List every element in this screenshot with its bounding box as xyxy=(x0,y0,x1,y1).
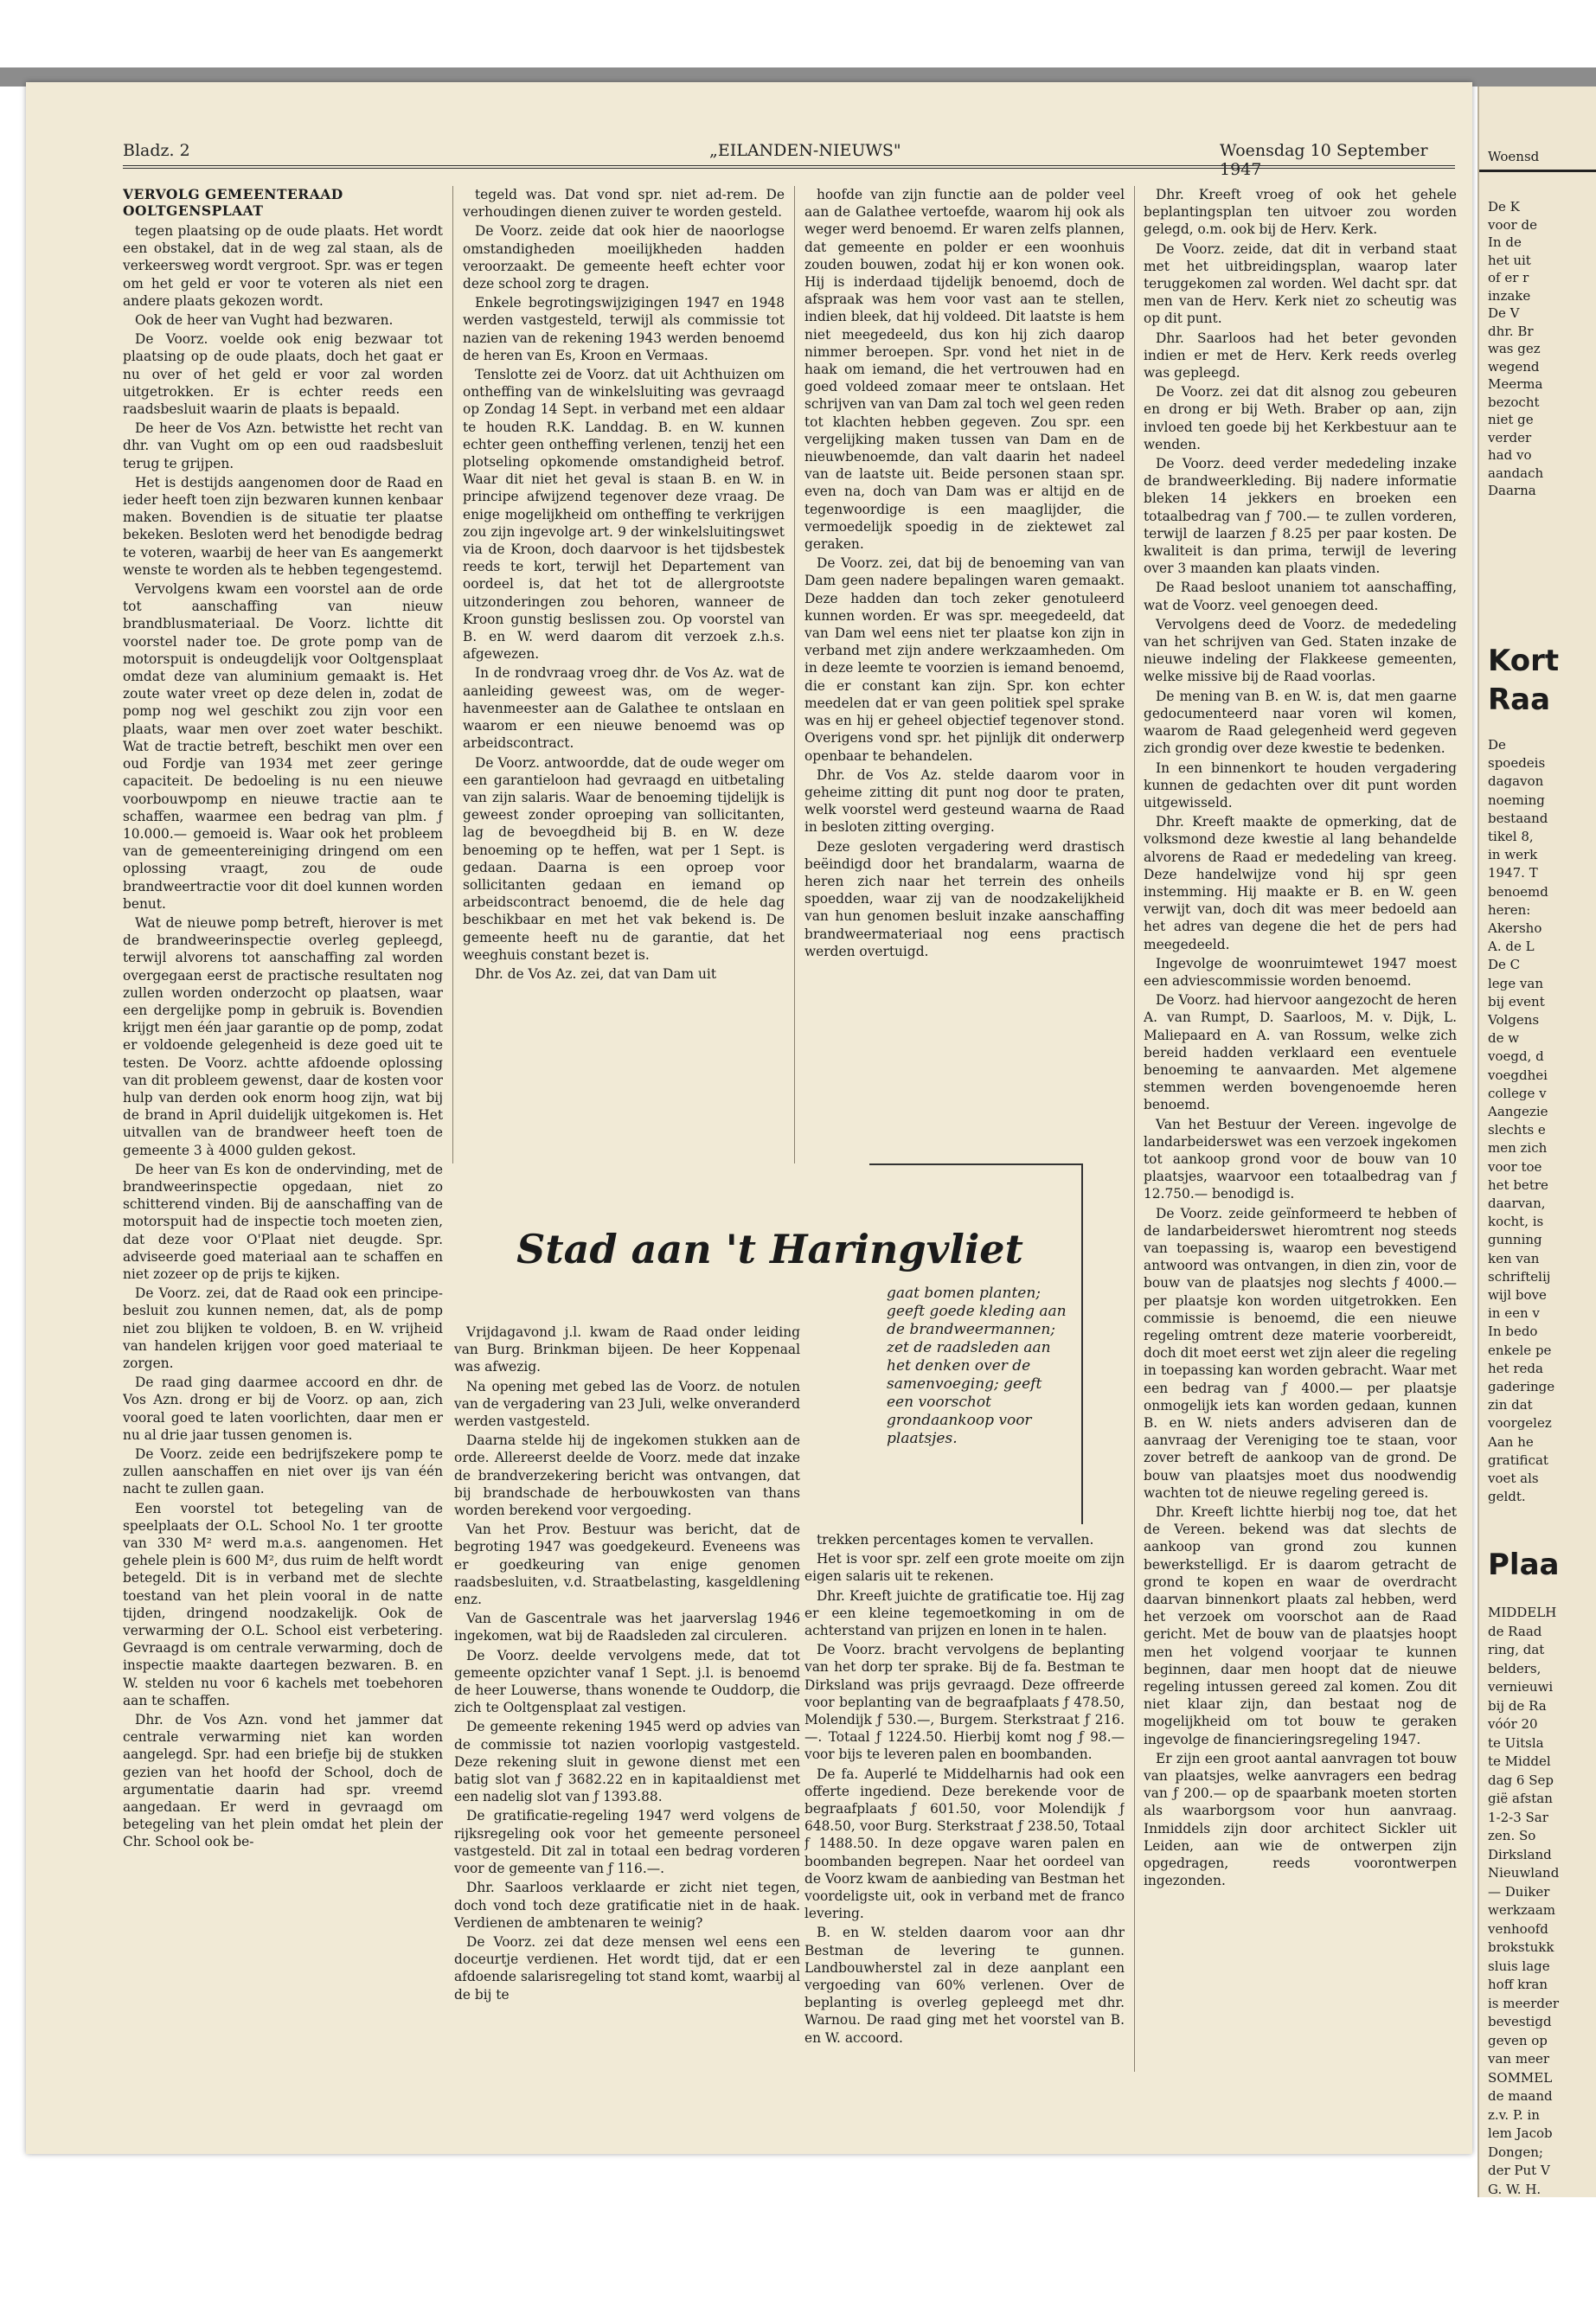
adjacent-line: De V xyxy=(1488,305,1520,321)
paragraph: Ook de heer van Vught had bezwaren. xyxy=(135,312,394,329)
paragraph: De gratificatie-regeling 1947 werd volgens de rijksregeling ook voor het gemeente personeel vastgesteld. Dit zal in totaal een bedrag vorderen voor de gemeente van ƒ 116.—. xyxy=(454,1808,800,1877)
paragraph: De Voorz. voelde ook enig bezwaar tot plaatsing op de oude plaats, doch het gaat er nu over of het geld er voor zal worden uitgetrokken. Er is echter reeds een raadsbesluit waarin de plaats is bepaald. xyxy=(123,331,443,418)
adjacent-line: In bedo xyxy=(1488,1324,1538,1340)
adjacent-line: verder xyxy=(1488,429,1532,445)
adjacent-line: voor de xyxy=(1488,216,1537,233)
adjacent-line: heren: xyxy=(1488,901,1531,918)
paragraph: De gemeente rekening 1945 werd op advies van de commissie tot nazien voorlopig vastgesteld. Deze rekening sluit in gewone dienst met een batig slot van ƒ 3682.22 en in kapitaaldienst met een nadelig slot van ƒ 1393.88. xyxy=(454,1719,800,1805)
column-3-continued-body xyxy=(804,1531,1125,2047)
paragraph: Van het Prov. Bestuur was bericht, dat de begroting 1947 was goedgekeurd. Eveneens was er goedkeuring van enige genomen raadsbesluiten, v.d. Straatbelasting, kasgeldlening enz. xyxy=(454,1522,800,1608)
paragraph: De fa. Auperlé te Middelharnis had ook een offerte ingediend. Deze berekende voor de begraafplaats ƒ 601.50, voor Molendijk ƒ 648.50, voor Burg. Sterkstraat ƒ 238.50, Totaal ƒ 1488.50. In deze opgave waren palen en boombanden begrepen. Naar het oordeel van de Voorz kwam de aanbieding van Bestman het voordeligste uit, ook in verband met de franco levering. xyxy=(804,1766,1125,1922)
adjacent-line: benoemd xyxy=(1488,883,1548,900)
adjacent-line: het uit xyxy=(1488,252,1531,268)
adjacent-line: gië afstan xyxy=(1488,1791,1553,1806)
paragraph: Van de Gascentrale was het jaarverslag 1946 ingekomen, wat bij de Raadsleden zal circuleren. xyxy=(454,1611,800,1644)
adjacent-line: had vo xyxy=(1488,447,1532,463)
article-title: Stad aan 't Haringvliet xyxy=(516,1226,1023,1272)
adjacent-line: z.v. P. in xyxy=(1488,2106,1540,2123)
adjacent-line: Meerma xyxy=(1488,376,1543,392)
paragraph: Vervolgens deed de Voorz. de mededeling van het schrijven van Ged. Staten inzake de nieuwe indeling der Flakkeese gemeenten, welke missive bij de Raad voorlas. xyxy=(1144,616,1457,685)
adjacent-line: aandach xyxy=(1488,465,1544,481)
paragraph: trekken percentages komen te vervallen. xyxy=(817,1532,1094,1548)
adjacent-header-rule xyxy=(1479,170,1596,172)
adjacent-line: dag 6 Sep xyxy=(1488,1772,1554,1788)
paragraph: De Voorz. zeide dat ook hier de naoorlogse omstandigheden moeilijkheden hadden veroorzaakt. De gemeente heeft echter voor deze school zorg te dragen. xyxy=(463,223,785,292)
adjacent-line: Aangezie xyxy=(1488,1104,1548,1119)
adjacent-line: kocht, is xyxy=(1488,1214,1544,1230)
paragraph: De heer de Vos Azn. betwistte het recht van dhr. van Vught om op een oud raadsbesluit terug te grijpen. xyxy=(123,420,443,471)
adjacent-line: bevestigd xyxy=(1488,2014,1552,2029)
paragraph: Enkele begrotingswijzigingen 1947 en 1948 werden vastgesteld, terwijl als commissie tot nazien van de rekening 1943 werden benoemd de heren van Es, Kroon en Vermaas. xyxy=(463,295,785,363)
paragraph: De Voorz. zeide een bedrijfszekere pomp te zullen aanschaffen en niet over ijs van één nacht te zullen gaan. xyxy=(123,1446,443,1497)
paragraph: B. en W. stelden daarom voor aan dhr Bestman de levering te gunnen. Landbouwherstel zal in deze aanplant een vergoeding van 60% verlenen. Over de beplanting is overleg gepleegd met dhr. Warnou. De raad ging met het voorstel van B. en W. accoord. xyxy=(804,1925,1125,2046)
adjacent-line: voor toe xyxy=(1488,1158,1542,1175)
adjacent-header: Woensd xyxy=(1488,149,1540,164)
column-1-body xyxy=(123,222,443,1851)
adjacent-line: geven op xyxy=(1488,2032,1548,2048)
paragraph: De Voorz. zei, dat de Raad ook een principe-besluit zou kunnen nemen, dat, als de pomp niet zou blijken te voldoen, B. en W. vrijheid van handelen krijgen voor goed materiaal te zorgen. xyxy=(123,1285,443,1371)
paragraph: tegen plaatsing op de oude plaats. Het wordt een obstakel, dat in de weg zal staan, als de verkeersweg wordt vergroot. Spr. was er tegen om het geld er voor te voteren als niet een andere plaats gekozen wordt. xyxy=(123,223,443,309)
paragraph: Dhr. de Vos Az. stelde daarom voor in geheime zitting dit punt nog door te praten, welk voorstel werd gesteund waarna de Raad in besloten zitting overging. xyxy=(804,766,1125,836)
adjacent-heading-kort: Kort xyxy=(1488,644,1560,678)
adjacent-line: ken van xyxy=(1488,1250,1540,1266)
adjacent-line: lege van xyxy=(1488,975,1543,991)
adjacent-line: wegend xyxy=(1488,358,1540,375)
column-4-body xyxy=(1144,186,1457,1890)
paragraph: De Voorz. antwoordde, dat de oude weger om een garantieloon had gevraagd en uitbetaling van zijn salaris. Waar de benoeming tijdelijk is geweest zonder oproeping van sollicitanten, lag de bevoegdheid bij B. en W. deze benoeming op te heffen, wat per 1 Sept. is gedaan. Daarna is een oproep voor sollicitanten gedaan en iemand op arbeidscontract benoemd, die de hele dag beschikbaar en met het vak bekend is. De gemeente heeft nu de garantie, dat het weeghuis constant bezet is. xyxy=(463,754,785,963)
adjacent-line: Aan he xyxy=(1488,1433,1534,1450)
adjacent-line: slechts e xyxy=(1488,1122,1546,1138)
adjacent-line: Volgens xyxy=(1488,1012,1540,1028)
adjacent-line: van meer xyxy=(1488,2051,1549,2067)
adjacent-line: geldt. xyxy=(1488,1489,1526,1505)
column-divider xyxy=(794,186,795,1163)
adjacent-line: lem Jacob xyxy=(1488,2125,1553,2141)
adjacent-line: 1-2-3 Sar xyxy=(1488,1809,1548,1825)
adjacent-line: sluis lage xyxy=(1488,1958,1550,1974)
column-3-continued xyxy=(804,1531,1125,2072)
paragraph: Deze gesloten vergadering werd drastisch beëindigd door het brandalarm, waarna de heren zich naar het terrein des onheils spoedden, waar zij van de noodzakelijkheid van hun genomen besluit inzake aanschaffing brandweermateriaal nog eens practisch werden overtuigd. xyxy=(804,838,1125,959)
adjacent-line: In de xyxy=(1488,234,1522,250)
adjacent-line: De C xyxy=(1488,957,1521,973)
adjacent-line: gaderinge xyxy=(1488,1379,1555,1394)
adjacent-line: spoedeis xyxy=(1488,755,1546,772)
adjacent-line: dagavon xyxy=(1488,773,1544,790)
adjacent-line: men zich xyxy=(1488,1140,1548,1157)
adjacent-line: voegdhei xyxy=(1488,1067,1548,1083)
paragraph: De Voorz. zei, dat bij de benoeming van van Dam geen nadere bepalingen waren gemaakt. Deze hadden dan toch zeker genotuleerd kunnen worden. Er was spr. meegedeeld, dat van Dam wel eens niet ter plaatse kon zijn in verband met zijn andere werkzaamheden. Om in deze leemte te voorzien is iemand benoemd, die er constant kan zijn. Spr. kon echter meedelen dat er van geen politiek spel sprake was en hij er geheel objectief tegenover stond. Overigens vond spr. het pijnlijk dit onderwerp openbaar te behandelen. xyxy=(804,555,1125,764)
header-rule xyxy=(123,165,1455,169)
adjacent-line: — Duiker xyxy=(1488,1883,1550,1900)
adjacent-line: der Put V xyxy=(1488,2163,1550,2178)
paragraph: Dhr. Kreeft lichtte hierbij nog toe, dat het de Vereen. bekend was dat slechts de aankoop van grond zou kunnen bewerkstelligd. Er is daarom getracht de grond te kopen en waar de overdracht daarvan binnenkort plaats zal hebben, werd het verzoek om voorschot aan de Raad gericht. Met de bouw van de plaatsjes hoopt men het volgend voorjaar te kunnen beginnen, daar men hoopt dat de nieuwe regeling intussen gereed zal komen. Zou dit niet klaar zijn, dan bestaat nog de mogelijkheid om tot bouw te geraken ingevolge de financieringsregeling 1947. xyxy=(1144,1504,1457,1747)
paragraph: Dhr. Kreeft maakte de opmerking, dat de volksmond deze kwestie al lang behandelde alvorens de Raad er mededeling van kreeg. Deze handelwijze vond hij spr geen instemming. Hij maakte er B. en W. geen verwijt van, doch dit was meer bedoeld aan het adres van degene die het de pers had meegedeeld. xyxy=(1144,814,1457,952)
paragraph: De mening van B. en W. is, dat men gaarne gedocumenteerd naar voren wil komen, waarom de Raad gelegenheid werd gegeven zich grondig over deze kwestie te bedenken. xyxy=(1144,688,1457,757)
paragraph: Vrijdagavond j.l. kwam de Raad onder leiding van Burg. Brinkman bijeen. De heer Koppenaal was afwezig. xyxy=(454,1324,800,1375)
adjacent-line: het reda xyxy=(1488,1360,1543,1376)
paragraph: Tenslotte zei de Voorz. dat uit Achthuizen om ontheffing van de winkelsluiting was gevraagd op Zondag 14 Sept. in verband met een aldaar te houden R.K. Landdag. B. en W. kunnen echter geen ontheffing verlenen, tenzij het een plotseling opkomende omstandigheid betrof. Waar dit niet het geval is staan B. en W. in principe afwijzend tegenover deze vraag. De enige mogelijkheid om ontheffing te verkrijgen zou zijn ingevolge art. 9 der winkelsluitingswet via de Kroon, doch daarvoor is het tijdsbestek reeds te kort, terwijl het Departement van oordeel is, dat het tot de allergrootste uitzonderingen zou behoren, wanneer de Kroon gunstig beslissen zou. Op voorstel van B. en W. werd daarom dit verzoek z.h.s. afgewezen. xyxy=(463,367,785,663)
adjacent-line: vernieuwi xyxy=(1488,1679,1554,1695)
adjacent-line: tikel 8, xyxy=(1488,829,1534,844)
newspaper-title: „EILANDEN-NIEUWS" xyxy=(709,141,901,160)
adjacent-line: te Middel xyxy=(1488,1753,1551,1769)
adjacent-line: inzake xyxy=(1488,287,1531,304)
article-heading: VERVOLG GEMEENTERAAD OOLTGENSPLAAT xyxy=(123,186,343,219)
adjacent-line: dhr. Br xyxy=(1488,323,1534,339)
newspaper-page xyxy=(26,82,1472,2154)
paragraph: Vervolgens kwam een voorstel aan de orde tot aanschaffing van nieuw brandblusmateriaal. De Voorz. lichtte dit voorstel nader toe. De grote pomp van de motorspuit is ondeugdelijk voor Ooltgensplaat omdat deze van aluminium gemaakt is. Het zoute water vreet op deze delen in, zodat de pomp nog wel geschikt zou zijn voor een plaats, waar men over zoet water beschikt. Wat de tractie betreft, beschikt men over een oud Fordje van 1934 met zeer geringe capaciteit. De bedoeling is nu een nieuwe voorbouwpomp en nieuwe tractie aan te schaffen, waarmee een bedrag van plm. ƒ 10.000.— gemoeid is. Waar ook het probleem van de gemeentereiniging dringend om een oplossing vraagt, zou de oude brandweertractie voor dit doel kunnen worden benut. xyxy=(123,581,443,912)
paragraph: Dhr. Kreeft vroeg of ook het gehele beplantingsplan ten uitvoer zou worden gelegd, o.m. ook bij de Herv. Kerk. xyxy=(1144,187,1457,238)
adjacent-line: gunning xyxy=(1488,1232,1542,1248)
adjacent-line: brokstukk xyxy=(1488,1939,1554,1955)
column-3 xyxy=(804,186,1125,1159)
adjacent-line: 1947. T xyxy=(1488,865,1538,881)
paragraph: De Voorz. bracht vervolgens de beplanting van het dorp ter sprake. Bij de fa. Bestman te Dirksland was prijs gevraagd. Deze offreerde voor beplanting van de begraafplaats ƒ 478.50, Molendijk ƒ 530.—, Burgem. Sterkstraat ƒ 216.—. Totaal ƒ 1224.50. Hierbij komt nog ƒ 98.— voor bijs te leveren palen en boombanden. xyxy=(804,1642,1125,1763)
adjacent-line: schriftelij xyxy=(1488,1268,1551,1285)
adjacent-line: voorgelez xyxy=(1488,1415,1552,1432)
paragraph: In de rondvraag vroeg dhr. de Vos Az. wat de aanleiding geweest was, om de weger-havenmeester aan de Galathee te ontslaan en waarom er een nieuwe benoemd was op arbeidscontract. xyxy=(463,665,785,752)
adjacent-line: de Raad xyxy=(1488,1623,1542,1639)
adjacent-line: is meerder xyxy=(1488,1995,1560,2011)
paragraph: Van het Bestuur der Vereen. ingevolge de landarbeiderswet was een verzoek ingekomen tot aankoop grond voor de bouw van 10 plaatsjes, waarvoor een totaalbedrag van ƒ 12.750.— benodigd is. xyxy=(1144,1116,1457,1202)
paragraph: De Voorz. zeide geïnformeerd te hebben of de landarbeiderswet hieromtrent nog steeds van toepassing is, waarop een bevestigend antwoord was ontvangen, in dien zin, voor de bouw van de plaatsjes nog slechts ƒ 4000.— per plaatsje kon worden uitgetrokken. Een commissie is benoemd, die een nieuwe regeling omtrent deze materie voorbereidt, doch dit moet eerst wet zijn aleer die regeling in toepassing kan worden gebracht. Waar met een bedrag van ƒ 4000.— per plaatsje onmogelijk iets kan worden gedaan, kunnen B. en W. niets anders adviseren dan de aanvraag der Vereniging toe te staan, voor zover betreft de aankoop van de grond. De bouw van plaatsjes moet dus noodwendig wachten tot de nieuwe regeling gereed is. xyxy=(1144,1205,1457,1501)
column-4 xyxy=(1144,186,1457,2072)
adjacent-line: Akersho xyxy=(1488,920,1542,936)
article-summary-poem: gaat bomen planten; geeft goede kleding aan de brandweermannen; zet de raadsleden aan het denken over de samenvoeging; geeft een voorschot grondaankoop voor plaatsjes. xyxy=(887,1285,1067,1447)
paragraph: In een binnenkort te houden vergadering kunnen de gedachten over dit punt worden uitgewisseld. xyxy=(1144,760,1457,811)
adjacent-line: ring, dat xyxy=(1488,1642,1545,1657)
column-2-continued xyxy=(463,1535,785,2072)
adjacent-line: bezocht xyxy=(1488,394,1540,410)
adjacent-line: venhoofd xyxy=(1488,1920,1548,1937)
adjacent-line: zen. So xyxy=(1488,1828,1536,1843)
column-2 xyxy=(463,186,785,1159)
paragraph: Daarna stelde hij de ingekomen stukken aan de orde. Allereerst deelde de Voorz. mede dat inzake de brandverzekering bericht was ontvangen, dat bij brandschade de herbouwkosten van thans worden berekend voor vergoeding. xyxy=(454,1433,800,1519)
paragraph: Dhr. de Vos Az. zei, dat van Dam uit xyxy=(475,965,717,982)
adjacent-line: De K xyxy=(1488,199,1520,215)
adjacent-line: Nieuwland xyxy=(1488,1865,1560,1881)
paragraph: Na opening met gebed las de Voorz. de notulen van de vergadering van 23 Juli, welke onveranderd werden vastgesteld. xyxy=(454,1378,800,1430)
paragraph: hoofde van zijn functie aan de polder veel aan de Galathee vertoefde, waarom hij ook als weger werd benoemd. Er waren zelfs plannen, dat gemeente en polder er een woonhuis zouden bouwen, zodat hij er kon wonen ook. Hij is inderdaad tijdelijk benoemd, doch de afspraak was hem voor vast aan te stellen, indien bleek, dat hij voldeed. Dit laatste is hem niet meegedeeld, dus kon hij zich daarop nimmer beroepen. Spr. vond het niet in de haak om iemand, die het vertrouwen had en goed voldeed zomaar meer te ontslaan. Het schrijven van van Dam zal toch wel geen reden tot klachten hebben gegeven. Zou spr. een vergelijking maken tussen van Dam en de nieuwbenoemde, dan valt daarin het nadeel van de laatste uit. Beide personen staan spr. even na, doch van Dam was er altijd en de tegenwoordige is een maaglijder, die vermoedelijk spoedig in de ziektewet zal geraken. xyxy=(804,187,1125,553)
column-divider xyxy=(1134,186,1135,2072)
adjacent-line: niet ge xyxy=(1488,412,1534,427)
paragraph: Dhr. Saarloos verklaarde er zicht niet tegen, doch vond toch deze gratificatie niet in de haak. Verdienen de ambtenaren te weinig? xyxy=(454,1880,800,1931)
adjacent-line: voegd, d xyxy=(1488,1048,1544,1065)
adjacent-line: A. de L xyxy=(1488,939,1535,955)
adjacent-heading-plaats: Plaa xyxy=(1488,1548,1560,1582)
adjacent-line: of er r xyxy=(1488,270,1529,285)
column-3-body xyxy=(804,186,1125,960)
paragraph: De Voorz. zeide, dat dit in verband staat met het uitbreidingsplan, waarop later teruggekomen zal worden. Wel dacht spr. dat men van de Herv. Kerk niet zo scheutig was op dit punt. xyxy=(1144,240,1457,327)
paragraph: Het is voor spr. zelf een grote moeite om zijn eigen salaris uit te rekenen. xyxy=(804,1551,1125,1585)
adjacent-page-edge xyxy=(1477,87,1596,2197)
adjacent-line: was gez xyxy=(1488,341,1541,356)
adjacent-line: Daarna xyxy=(1488,483,1536,498)
column-2-body xyxy=(463,186,785,983)
adjacent-line: college v xyxy=(1488,1085,1547,1101)
paragraph: Er zijn een groot aantal aanvragen tot bouw van plaatsjes, welke aanvragers een bedrag van ƒ 200.— op de spaarbank moeten storten als waarborgsom voor hun aanvraag. Inmiddels zijn door architect Sickler uit Leiden, aan wie de ontwerpen zijn opgedragen, reeds voorontwerpen ingezonden. xyxy=(1144,1750,1457,1889)
adjacent-line: zin dat xyxy=(1488,1397,1533,1413)
adjacent-line: bij de Ra xyxy=(1488,1697,1547,1714)
adjacent-line: G. W. H. xyxy=(1488,2181,1542,2197)
adjacent-line: Dirksland xyxy=(1488,1846,1552,1862)
paragraph: tegeld was. Dat vond spr. niet ad-rem. De verhoudingen dienen zuiver te worden gesteld. xyxy=(463,187,785,221)
page-number: Bladz. 2 xyxy=(123,141,190,160)
adjacent-line: het betre xyxy=(1488,1176,1548,1193)
paragraph: De Raad besloot unaniem tot aanschaffing, wat de Voorz. veel genoegen deed. xyxy=(1144,580,1457,613)
paragraph: Dhr. de Vos Azn. vond het jammer dat centrale verwarming niet kan worden aangelegd. Spr. had een briefje bij de stukken gezien van het hoofd der School, doch de argumentatie daarin had spr. vreemd aangedaan. Er werd in gevraagd om betegeling van het plein omdat het plein der Chr. School ook be- xyxy=(123,1712,443,1850)
adjacent-line: bij event xyxy=(1488,993,1545,1009)
adjacent-line: hoff kran xyxy=(1488,1977,1548,1992)
adjacent-heading-raad: Raa xyxy=(1488,683,1551,717)
adjacent-line: de maand xyxy=(1488,2088,1553,2104)
adjacent-line: de w xyxy=(1488,1030,1520,1047)
paragraph: De raad ging daarmee accoord en dhr. de Vos Azn. drong er bij de Voorz. op aan, zich vooral goed te laten voorlichten, daar men er nu al drie jaar tussen genomen is. xyxy=(123,1375,443,1443)
adjacent-line: daarvan, xyxy=(1488,1195,1546,1211)
adjacent-line: voet als xyxy=(1488,1471,1539,1486)
column-divider xyxy=(452,186,453,1163)
column-1 xyxy=(123,186,443,2072)
adjacent-line: in een v xyxy=(1488,1305,1540,1322)
paragraph: De heer van Es kon de ondervinding, met de brandweerinspectie opgedaan, niet zo schitterend vinden. Bij de aanschaffing van de motorspuit had de inspectie toch moeten zien, dat deze voor O'Plaat niet deugde. Spr. adviseerde goed materiaal aan te schaffen en niet zozeer op de prijs te kijken. xyxy=(123,1161,443,1282)
paragraph: Het is destijds aangenomen door de Raad en ieder heeft toen zijn bezwaren kunnen kenbaar maken. Bovendien is de situatie ter plaatse bekeken. Besloten werd het benodigde bedrag te voteren, waarbij de heer van Es aangemerkt wenste te worden als te hebben tegengestemd. xyxy=(123,474,443,578)
adjacent-line: vóór 20 xyxy=(1488,1716,1538,1732)
adjacent-line: noeming xyxy=(1488,792,1545,808)
adjacent-line: te Uitsla xyxy=(1488,1734,1544,1751)
adjacent-line: werkzaam xyxy=(1488,1902,1555,1918)
paragraph: De Voorz. had hiervoor aangezocht de heren A. van Rumpt, D. Saarloos, M. v. Dijk, L. Maliepaard en A. van Rossum, welke zich bereid hadden verklaard een eventuele benoeming te aanvaarden. Met algemene stemmen werden bovengenoemde heren benoemd. xyxy=(1144,992,1457,1113)
paragraph: De Voorz. zei dat deze mensen wel eens een doceurtje verdienen. Het wordt tijd, dat er een afdoende salarisregeling tot stand komt, waarbij al de bij te xyxy=(454,1933,800,2003)
adjacent-line: in werk xyxy=(1488,847,1538,863)
adjacent-line: belders, xyxy=(1488,1660,1542,1676)
adjacent-line: gratificat xyxy=(1488,1452,1548,1468)
paragraph: Een voorstel tot betegeling van de speelplaats der O.L. School No. 1 ter grootte van 330 M² werd m.a.s. aangenomen. Het gehele plein is 600 M², dus ruim de helft wordt betegeld. Dit is in verband met de slechte toestand van het plein vooral in de natte tijden, dringend noodzakelijk. Ook de verwarming der O.L. School eist verbetering. Gevraagd is om centrale verwarming, doch de inspectie maakte daartegen bezwaren. B. en W. stelden nu voor 6 kachels met toebehoren aan te schaffen. xyxy=(123,1500,443,1708)
adjacent-line: Dongen; xyxy=(1488,2144,1543,2160)
paragraph: De Voorz. deelde vervolgens mede, dat tot gemeente opzichter vanaf 1 Sept. j.l. is benoemd de heer Louwerse, thans wonende te Ouddorp, die zich te Ooltgensplaat zal vestigen. xyxy=(454,1647,800,1716)
adjacent-line: SOMMEL xyxy=(1488,2069,1553,2086)
paragraph: De Voorz. deed verder mededeling inzake de brandweerkleding. Bij nadere informatie bleken 14 jekkers en broeken een totaalbedrag van ƒ 700.— te zullen vorderen, terwijl de laarzen ƒ 8.25 per paar kosten. De kwaliteit is dan prima, terwijl de levering over 3 maanden kan plaats vinden. xyxy=(1144,456,1457,577)
paragraph: Wat de nieuwe pomp betreft, hierover is met de brandweerinspectie overleg gepleegd, terwijl alvorens tot aanschaffing zal worden overgegaan eerst de practische resultaten nog zullen worden onderzocht op plaatsen, waar een dergelijke pomp in gebruik is. Bovendien krijgt men één jaar garantie op de pomp, zodat er voldoende gelegenheid is deze goed uit te testen. De Voorz. achtte afdoende oplossing van dit probleem gewenst, daar de kosten voor hulp van derden ook enorm hoog zijn, wat bij de brand in April duidelijk uitgekomen is. Het uitvallen van de brandweer heeft toen de gemeente 3 à 4000 gulden gekost. xyxy=(123,914,443,1158)
adjacent-line: bestaand xyxy=(1488,810,1548,826)
issue-date: Woensdag 10 September 1947 xyxy=(1220,141,1428,179)
adjacent-line: wijl bove xyxy=(1488,1287,1547,1303)
paragraph: Ingevolge de woonruimtewet 1947 moest een adviescommissie worden benoemd. xyxy=(1144,955,1457,989)
adjacent-line: enkele pe xyxy=(1488,1342,1552,1358)
paragraph: Dhr. Kreeft juichte de gratificatie toe. Hij zag er een kleine tegemoetkoming in om de achterstand van prijzen en lonen in te halen. xyxy=(804,1587,1125,1639)
paragraph: De Voorz. zei dat dit alsnog zou gebeuren en drong er bij Weth. Braber op aan, zijn invloed ten goede bij het Kerkbestuur aan te wenden. xyxy=(1144,384,1457,452)
paragraph: Dhr. Saarloos had het beter gevonden indien er met de Herv. Kerk reeds overleg was gepleegd. xyxy=(1144,330,1457,381)
adjacent-line: MIDDELH xyxy=(1488,1605,1557,1620)
adjacent-line: De xyxy=(1488,737,1506,753)
